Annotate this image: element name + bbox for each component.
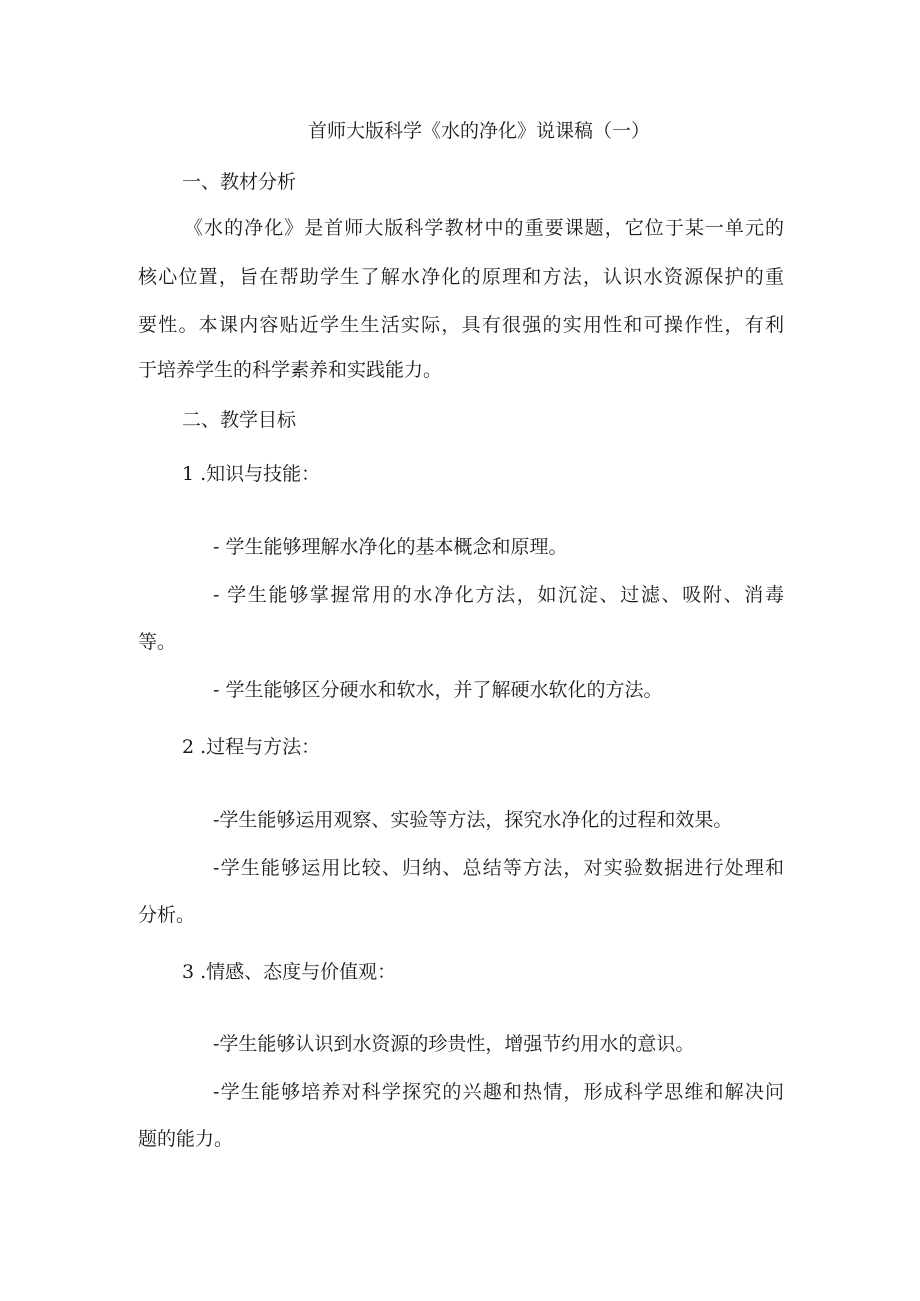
- section-heading-textbook-analysis: 一、教材分析: [182, 171, 297, 193]
- list-item: - 学生能够理解水净化的基本概念和原理。: [213, 536, 568, 558]
- list-item: -学生能够运用比较、归纳、总结等方法，对实验数据进行处理和: [213, 857, 784, 879]
- paragraph-line: 《水的净化》是首师大版科学教材中的重要课题，它位于某一单元的: [184, 217, 784, 239]
- goal-heading-process-methods: 2 .过程与方法：: [182, 736, 321, 758]
- list-item: -学生能够认识到水资源的珍贵性，增强节约用水的意识。: [213, 1033, 695, 1055]
- goal-heading-emotions-values: 3 .情感、态度与价值观：: [182, 961, 397, 983]
- paragraph-line: 要性。本课内容贴近学生生活实际，具有很强的实用性和可操作性，有利: [138, 314, 784, 336]
- list-item: -学生能够培养对科学探究的兴趣和热情，形成科学思维和解决问: [213, 1081, 784, 1103]
- goal-heading-knowledge-skills: 1 .知识与技能：: [182, 463, 321, 485]
- list-item-continuation: 题的能力。: [138, 1128, 234, 1150]
- list-item: -学生能够运用观察、实验等方法，探究水净化的过程和效果。: [213, 809, 733, 831]
- list-item: - 学生能够区分硬水和软水，并了解硬水软化的方法。: [213, 679, 663, 701]
- section-heading-teaching-goals: 二、教学目标: [182, 409, 297, 431]
- list-item-continuation: 分析。: [138, 904, 196, 926]
- list-item: - 学生能够掌握常用的水净化方法，如沉淀、过滤、吸附、消毒: [213, 584, 784, 606]
- list-item-continuation: 等。: [138, 631, 177, 653]
- document-title: 首师大版科学《水的净化》说课稿（一）: [307, 120, 650, 142]
- paragraph-line: 核心位置，旨在帮助学生了解水净化的原理和方法，认识水资源保护的重: [138, 266, 784, 288]
- paragraph-line: 于培养学生的科学素养和实践能力。: [138, 359, 443, 381]
